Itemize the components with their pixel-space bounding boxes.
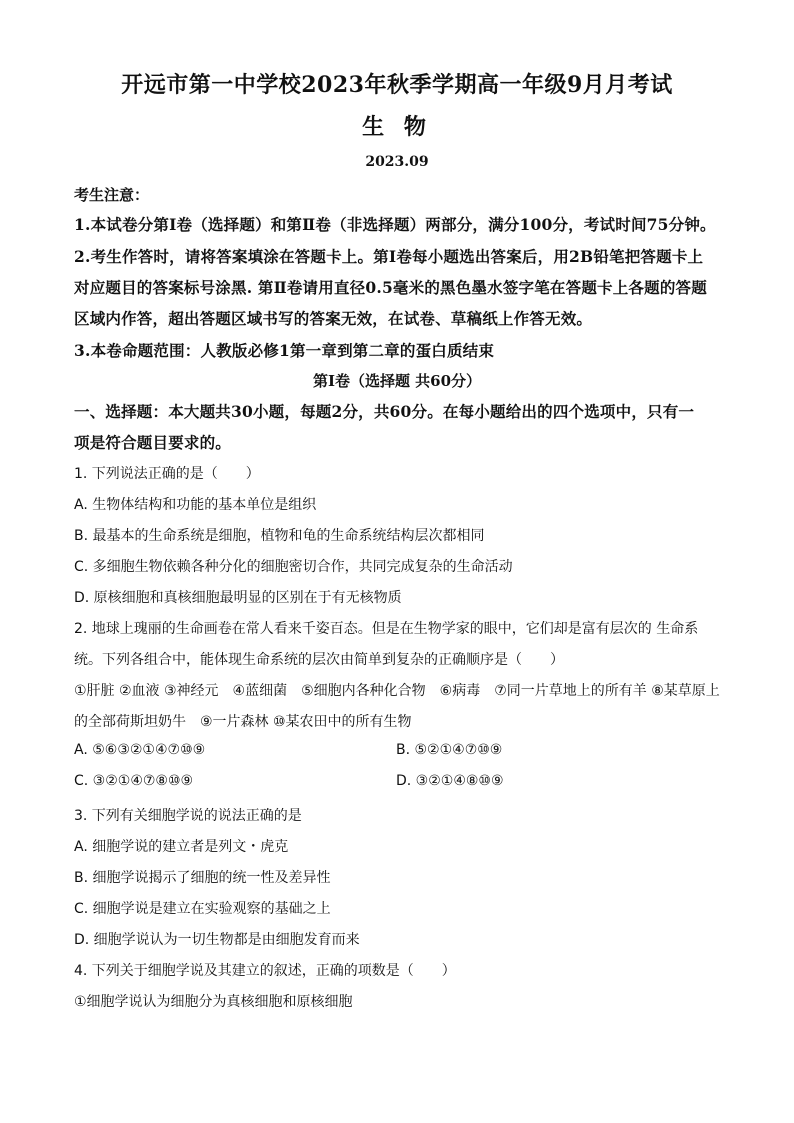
notice-line-2c: 区域内作答，超出答题区域书写的答案无效，在试卷、草稿纸上作答无效。 bbox=[74, 309, 593, 328]
notice-line-1: 1.本试卷分第Ⅰ卷（选择题）和第Ⅱ卷（非选择题）两部分，满分100分，考试时间75分钟。 bbox=[74, 215, 716, 234]
notice-line-2a: 2.考生作答时，请将答案填涂在答题卡上。第Ⅰ卷每小题选出答案后，用2B铅笔把答题卡上 bbox=[74, 247, 704, 266]
q1-option-a: A. 生物体结构和功能的基本单位是组织 bbox=[74, 497, 317, 513]
q1-option-b: B. 最基本的生命系统是细胞，植物和龟的生命系统结构层次都相同 bbox=[74, 528, 485, 544]
subject-title: 生 物 bbox=[362, 114, 432, 140]
q4-stem: 4. 下列关于细胞学说及其建立的叙述，正确的项数是（ ） bbox=[74, 963, 456, 979]
q3-stem: 3. 下列有关细胞学说的说法正确的是 bbox=[74, 808, 302, 824]
q2-option-c: C. ③②①④⑦⑧⑩⑨ bbox=[74, 773, 194, 789]
q2-option-a: A. ⑤⑥③②①④⑦⑩⑨ bbox=[74, 742, 206, 758]
q2-stem-b: 统。下列各组合中，能体现生命系统的层次由简单到复杂的正确顺序是（ ） bbox=[74, 652, 564, 668]
q4-item-1: ①细胞学说认为细胞分为真核细胞和原核细胞 bbox=[74, 994, 353, 1010]
q1-option-d: D. 原核细胞和真核细胞最明显的区别在于有无核物质 bbox=[74, 590, 402, 606]
q1-option-c: C. 多细胞生物依赖各种分化的细胞密切合作，共同完成复杂的生命活动 bbox=[74, 559, 513, 575]
section-instruction-a: 一、选择题：本大题共30小题，每题2分，共60分。在每小题给出的四个选项中，只有一 bbox=[74, 402, 695, 421]
q1-stem: 1. 下列说法正确的是（ ） bbox=[74, 466, 260, 482]
q3-option-a: A. 细胞学说的建立者是列文・虎克 bbox=[74, 839, 289, 855]
section-title: 第Ⅰ卷（选择题 共60分） bbox=[312, 372, 482, 390]
q2-stem-a: 2. 地球上瑰丽的生命画卷在常人看来千姿百态。但是在生物学家的眼中，它们却是富有层次的 生命系 bbox=[74, 621, 699, 637]
notice-line-2b: 对应题目的答案标号涂黑. 第Ⅱ卷请用直径0.5毫米的黑色墨水签字笔在答题卡上各题的答题 bbox=[74, 278, 707, 297]
q2-option-b: B. ⑤②①④⑦⑩⑨ bbox=[396, 742, 503, 758]
section-instruction-b: 项是符合题目要求的。 bbox=[74, 433, 232, 452]
q2-items-b: 的全部荷斯坦奶牛 ⑨一片森林 ⑩某农田中的所有生物 bbox=[74, 714, 412, 730]
q2-items-a: ①肝脏 ②血液 ③神经元 ④蓝细菌 ⑤细胞内各种化合物 ⑥病毒 ⑦同一片草地上的所有羊 ⑧某草原上 bbox=[74, 683, 720, 699]
q3-option-b: B. 细胞学说揭示了细胞的统一性及差异性 bbox=[74, 870, 331, 886]
notice-line-3: 3.本卷命题范围：人教版必修1第一章到第二章的蛋白质结束 bbox=[74, 341, 495, 360]
q2-option-d: D. ③②①④⑧⑩⑨ bbox=[396, 773, 504, 789]
exam-title: 开远市第一中学校2023年秋季学期高一年级9月月考试 bbox=[121, 72, 673, 98]
q3-option-c: C. 细胞学说是建立在实验观察的基础之上 bbox=[74, 901, 331, 917]
q3-option-d: D. 细胞学说认为一切生物都是由细胞发育而来 bbox=[74, 932, 360, 948]
exam-date: 2023.09 bbox=[365, 154, 429, 170]
notice-heading: 考生注意： bbox=[74, 186, 150, 204]
